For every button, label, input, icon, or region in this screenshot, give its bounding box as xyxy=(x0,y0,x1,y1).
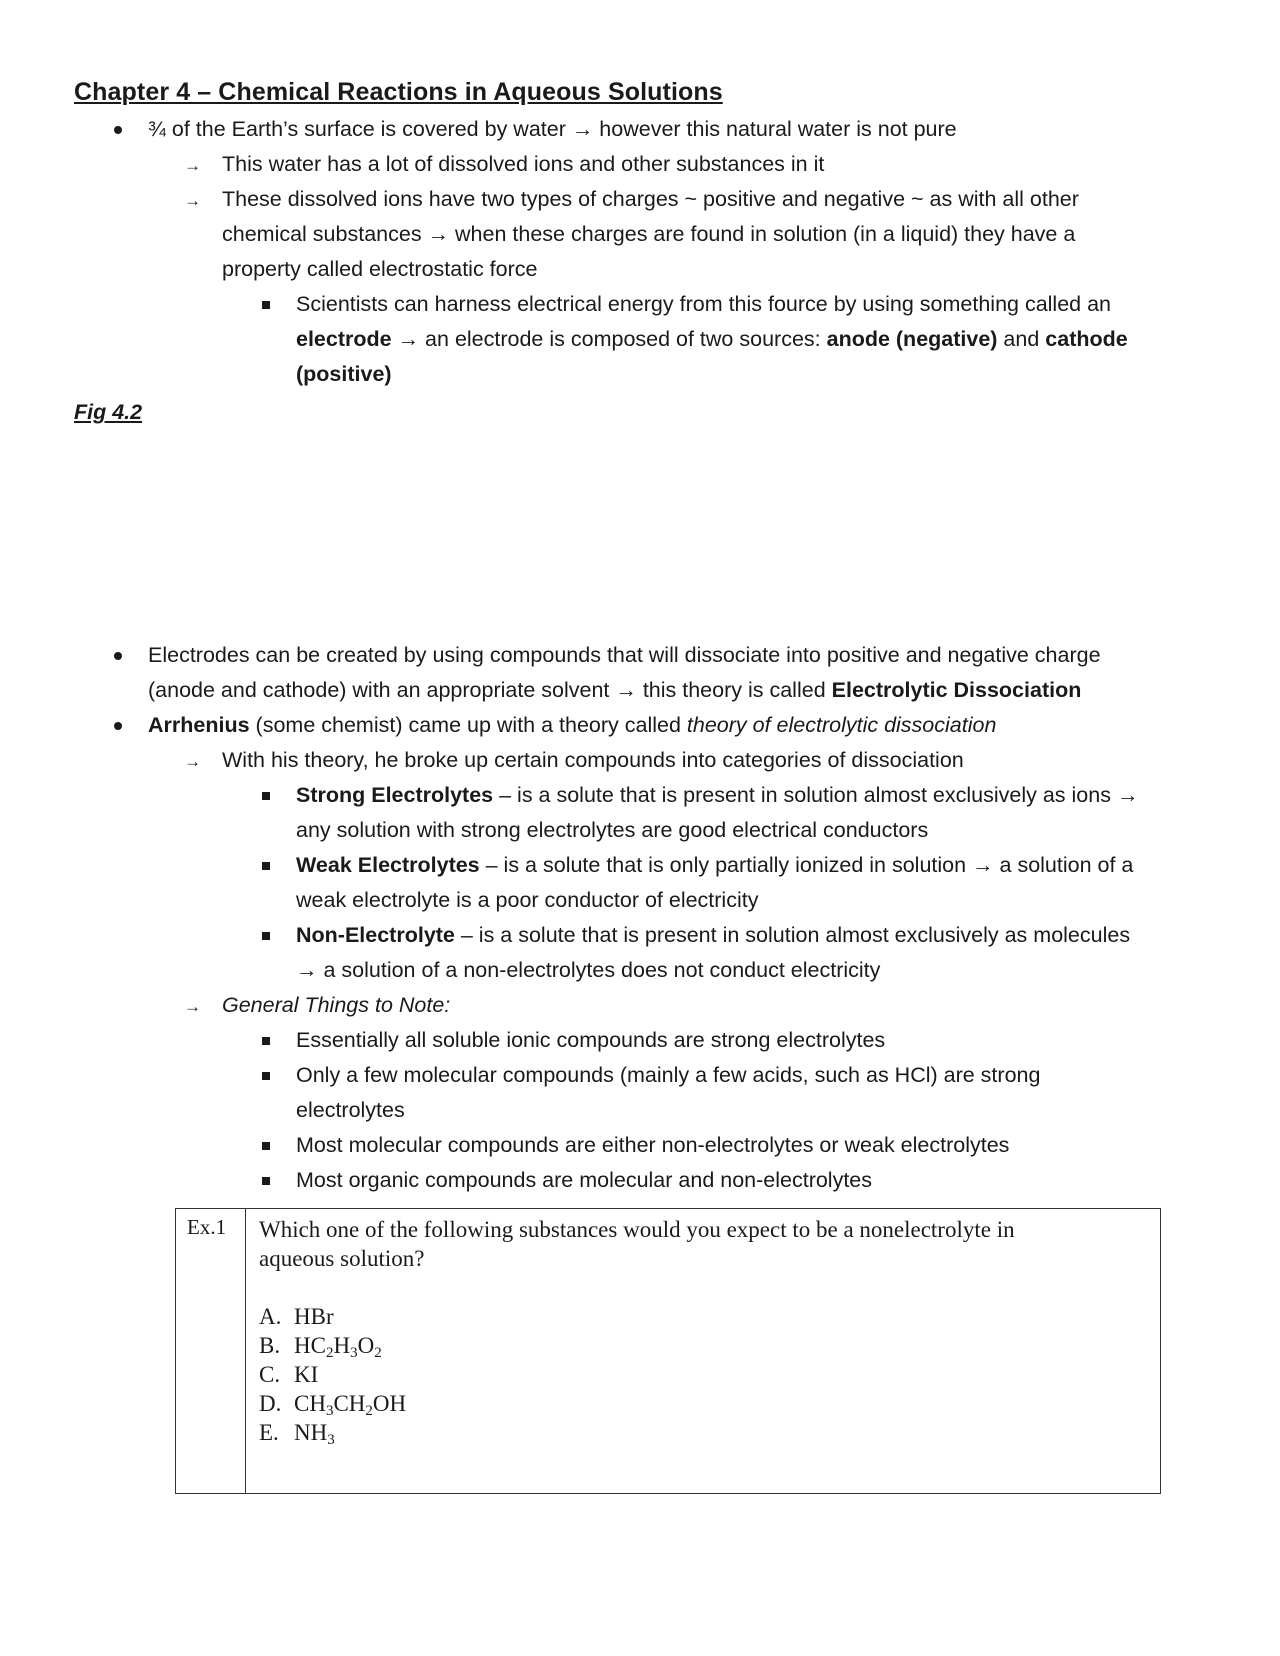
non-line1 xyxy=(296,918,1130,953)
arrow-marker: → xyxy=(184,191,201,210)
question-spacer xyxy=(259,1273,1149,1302)
electrode-line1: Scientists can harness electrical energy from this fource by using something called an xyxy=(296,292,1112,316)
weak-electrolytes-term: Weak Electrolytes xyxy=(296,853,480,877)
weak-line1-text: – is a solute that is only partially ionized in solution → a solution of a xyxy=(479,853,1134,877)
square-marker xyxy=(262,1142,270,1150)
non-line1-text: – is a solute that is present in solution almost exclusively as molecules xyxy=(454,923,1131,947)
strong-line1 xyxy=(296,778,1138,813)
option-c: C. KI xyxy=(259,1362,319,1387)
square-marker xyxy=(262,792,270,800)
sub-dissolved-ions: This water has a lot of dissolved ions and other substances in it xyxy=(222,152,825,176)
electrolytic-dissociation-term: Electrolytic Dissociation xyxy=(831,678,1082,702)
figure-label: Fig 4.2 xyxy=(74,400,143,424)
weak-line1 xyxy=(296,848,1133,883)
square-marker xyxy=(262,932,270,940)
example-table xyxy=(175,1208,1161,1494)
option-a: A. HBr xyxy=(259,1304,334,1329)
electrodes-line1: Electrodes can be created by using compounds that will dissociate into positive and negative charge xyxy=(148,643,1101,667)
chapter-title: Chapter 4 – Chemical Reactions in Aqueous Solutions xyxy=(74,78,723,106)
arrow-marker: → xyxy=(184,156,201,175)
bullet-dot xyxy=(114,722,122,730)
sub-charges-line1: These dissolved ions have two types of charges ~ positive and negative ~ as with all other xyxy=(222,187,1079,211)
bullet-dot xyxy=(114,652,122,660)
question-line1: Which one of the following substances would you expect to be a nonelectrolyte in xyxy=(259,1217,1015,1242)
non-electrolyte-term: Non-Electrolyte xyxy=(296,923,455,947)
weak-line2: weak electrolyte is a poor conductor of electricity xyxy=(296,888,759,912)
square-marker xyxy=(262,1072,270,1080)
option-d: D. $CH_3CH_2OH$ xyxy=(259,1391,407,1419)
option-e: E. $NH_3$ xyxy=(259,1420,335,1448)
non-line2: → a solution of a non-electrolytes does not conduct electricity xyxy=(296,958,881,982)
example-label: Ex.1 xyxy=(176,1209,246,1493)
sub-charges-line3: property called electrostatic force xyxy=(222,257,538,281)
note-molecular-line1: Only a few molecular compounds (mainly a few acids, such as HCl) are strong xyxy=(296,1063,1041,1087)
square-marker xyxy=(262,862,270,870)
arrhenius-line xyxy=(148,708,996,743)
electrode-line3: (positive) xyxy=(296,362,392,386)
electrodes-line2-text: (anode and cathode) with an appropriate solvent → this theory is called xyxy=(148,678,832,702)
anode-term: anode (negative) xyxy=(826,327,998,351)
option-b: B. $HC_2H_3O_2$ xyxy=(259,1333,382,1361)
arrhenius-name: Arrhenius xyxy=(148,713,250,737)
general-notes-heading: General Things to Note: xyxy=(222,993,451,1017)
example-content xyxy=(259,1215,1149,1447)
note-either: Most molecular compounds are either non-electrolytes or weak electrolytes xyxy=(296,1133,1010,1157)
square-marker xyxy=(262,1037,270,1045)
electrode-mid: → an electrode is composed of two sources: xyxy=(391,327,827,351)
note-molecular-line2: electrolytes xyxy=(296,1098,405,1122)
arrow-marker: → xyxy=(184,752,201,771)
bullet-dot xyxy=(114,126,122,134)
arrhenius-mid: (some chemist) came up with a theory called xyxy=(249,713,687,737)
bullet-water: ¾ of the Earth’s surface is covered by water → however this natural water is not pure xyxy=(148,117,957,141)
arrow-marker: → xyxy=(184,997,201,1016)
sub-charges-line2: chemical substances → when these charges are found in solution (in a liquid) they have a xyxy=(222,222,1076,246)
electrodes-line2 xyxy=(148,673,1081,708)
theory-categories: With his theory, he broke up certain compounds into categories of dissociation xyxy=(222,748,964,772)
electrode-line2 xyxy=(296,322,1128,357)
strong-line1-text: – is a solute that is present in solution almost exclusively as ions → xyxy=(493,783,1139,807)
note-ionic: Essentially all soluble ionic compounds are strong electrolytes xyxy=(296,1028,886,1052)
arrhenius-theory: theory of electrolytic dissociation xyxy=(686,713,997,737)
question-line2: aqueous solution? xyxy=(259,1246,425,1271)
cathode-term: cathode xyxy=(1045,327,1128,351)
strong-line2: any solution with strong electrolytes are good electrical conductors xyxy=(296,818,929,842)
strong-electrolytes-term: Strong Electrolytes xyxy=(296,783,494,807)
square-marker xyxy=(262,1177,270,1185)
square-marker xyxy=(262,301,270,309)
note-organic: Most organic compounds are molecular and non-electrolytes xyxy=(296,1168,873,1192)
electrode-term: electrode xyxy=(296,327,392,351)
and-word: and xyxy=(997,327,1046,351)
